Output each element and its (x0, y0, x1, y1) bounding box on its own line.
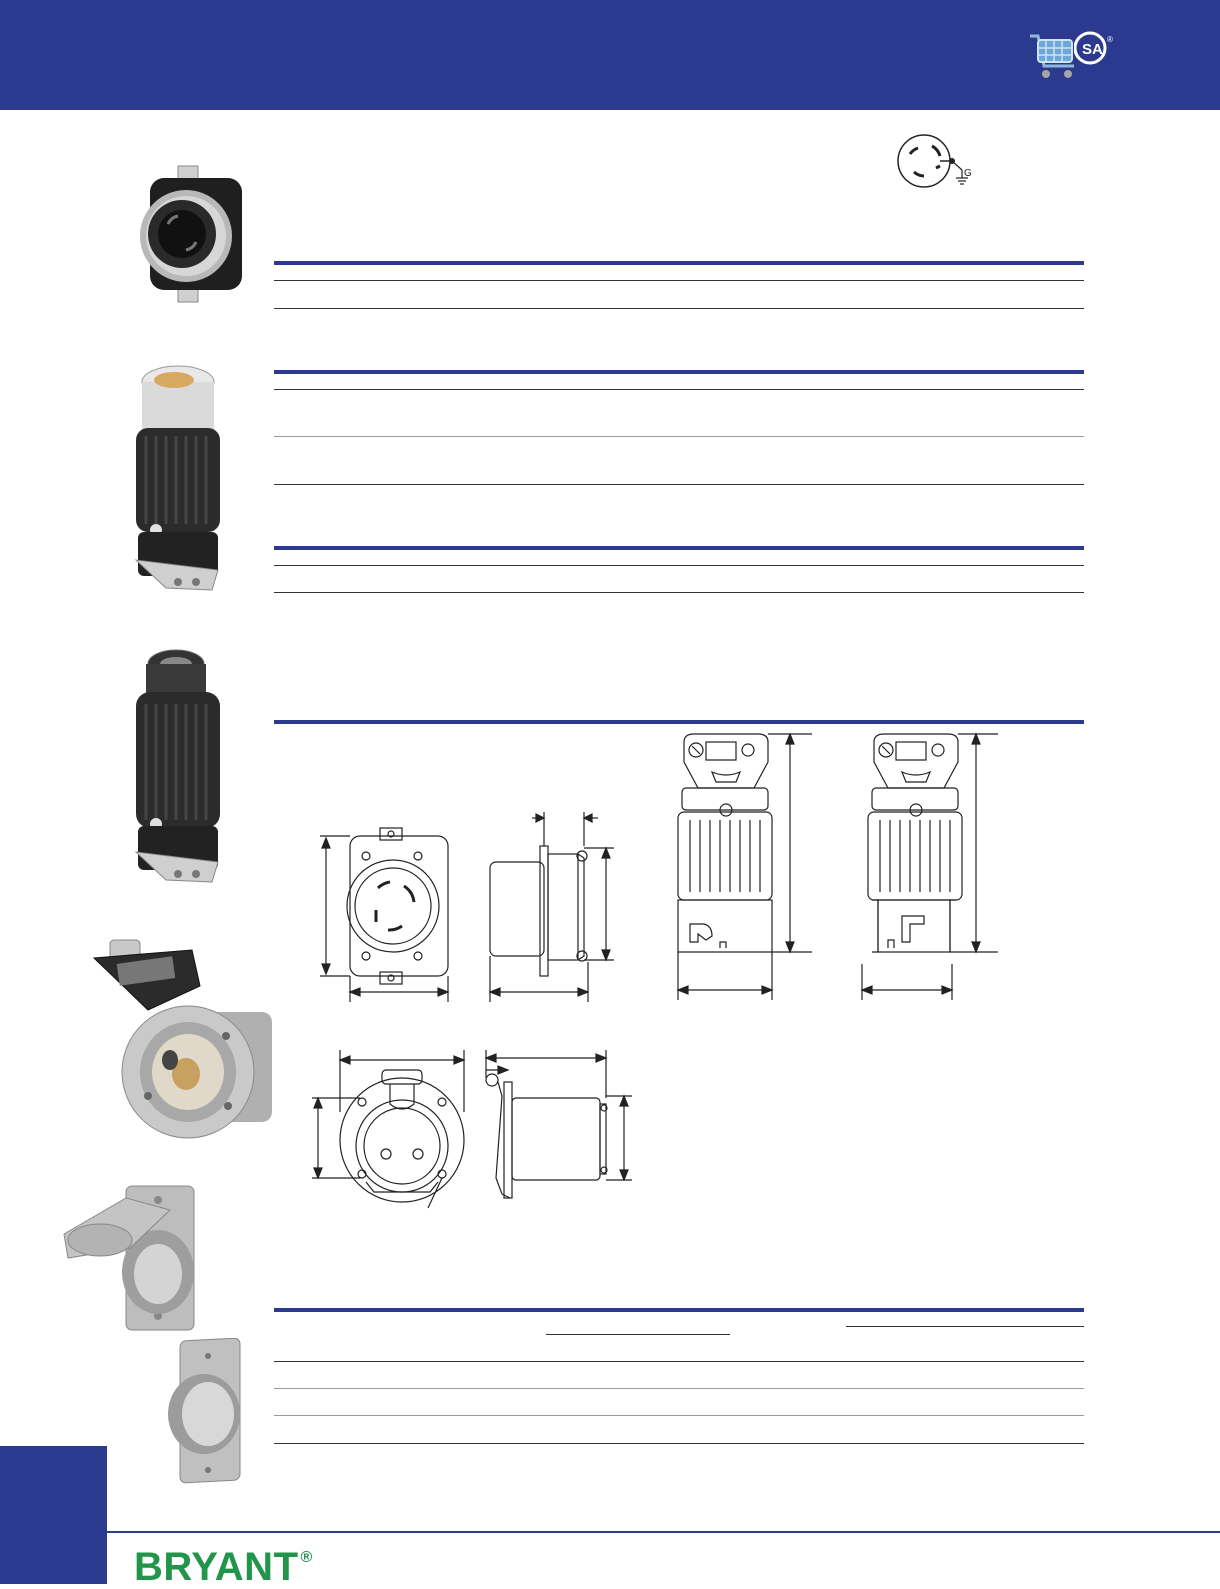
table-row-divider (274, 565, 1084, 566)
brand-logo (134, 1536, 313, 1589)
section-rule-3 (274, 546, 1084, 550)
flip-lid-inlet-photo (88, 936, 274, 1144)
table-row-divider (274, 389, 1084, 390)
table-row-divider (274, 1388, 1084, 1389)
table-row-divider (274, 308, 1084, 309)
page-side-tab (0, 1446, 107, 1584)
plug-view (858, 728, 1018, 1008)
male-plug-photo (126, 360, 228, 600)
table-row-divider (274, 484, 1084, 485)
receptacle-front-view (318, 826, 452, 1006)
female-connector-photo (126, 644, 228, 894)
section-rule-1 (274, 261, 1084, 265)
inlet-front-view (310, 1042, 474, 1222)
receptacle-side-view (484, 806, 624, 1006)
inlet-side-view (484, 1048, 634, 1218)
section-rule-2 (274, 370, 1084, 374)
table-row-divider (274, 436, 1084, 437)
column-group-rule (846, 1326, 1084, 1327)
wiring-diagram (894, 130, 984, 194)
wall-plate-ring-photo (162, 1338, 244, 1488)
flush-receptacle-photo (120, 162, 246, 306)
connector-view (668, 728, 828, 1008)
csa-certification-icon (1074, 30, 1114, 66)
section-rule-bottom-table (274, 1308, 1084, 1312)
brand-name: BRYANT (134, 1545, 299, 1589)
csa-registered-mark: ® (1107, 35, 1113, 44)
brand-registered-mark: ® (300, 1549, 313, 1566)
table-row-divider (274, 592, 1084, 593)
table-row-divider (274, 280, 1084, 281)
ground-label: G (964, 168, 972, 179)
header-band (0, 0, 1220, 110)
footer-rule (0, 1531, 1220, 1533)
section-rule-dimensions (274, 720, 1084, 724)
table-row-divider (274, 1361, 1084, 1362)
table-row-divider (274, 1415, 1084, 1416)
single-gang-flip-cover-photo (60, 1184, 210, 1334)
csa-text: SA (1082, 41, 1103, 58)
table-row-divider (274, 1443, 1084, 1444)
column-group-rule (546, 1334, 730, 1335)
